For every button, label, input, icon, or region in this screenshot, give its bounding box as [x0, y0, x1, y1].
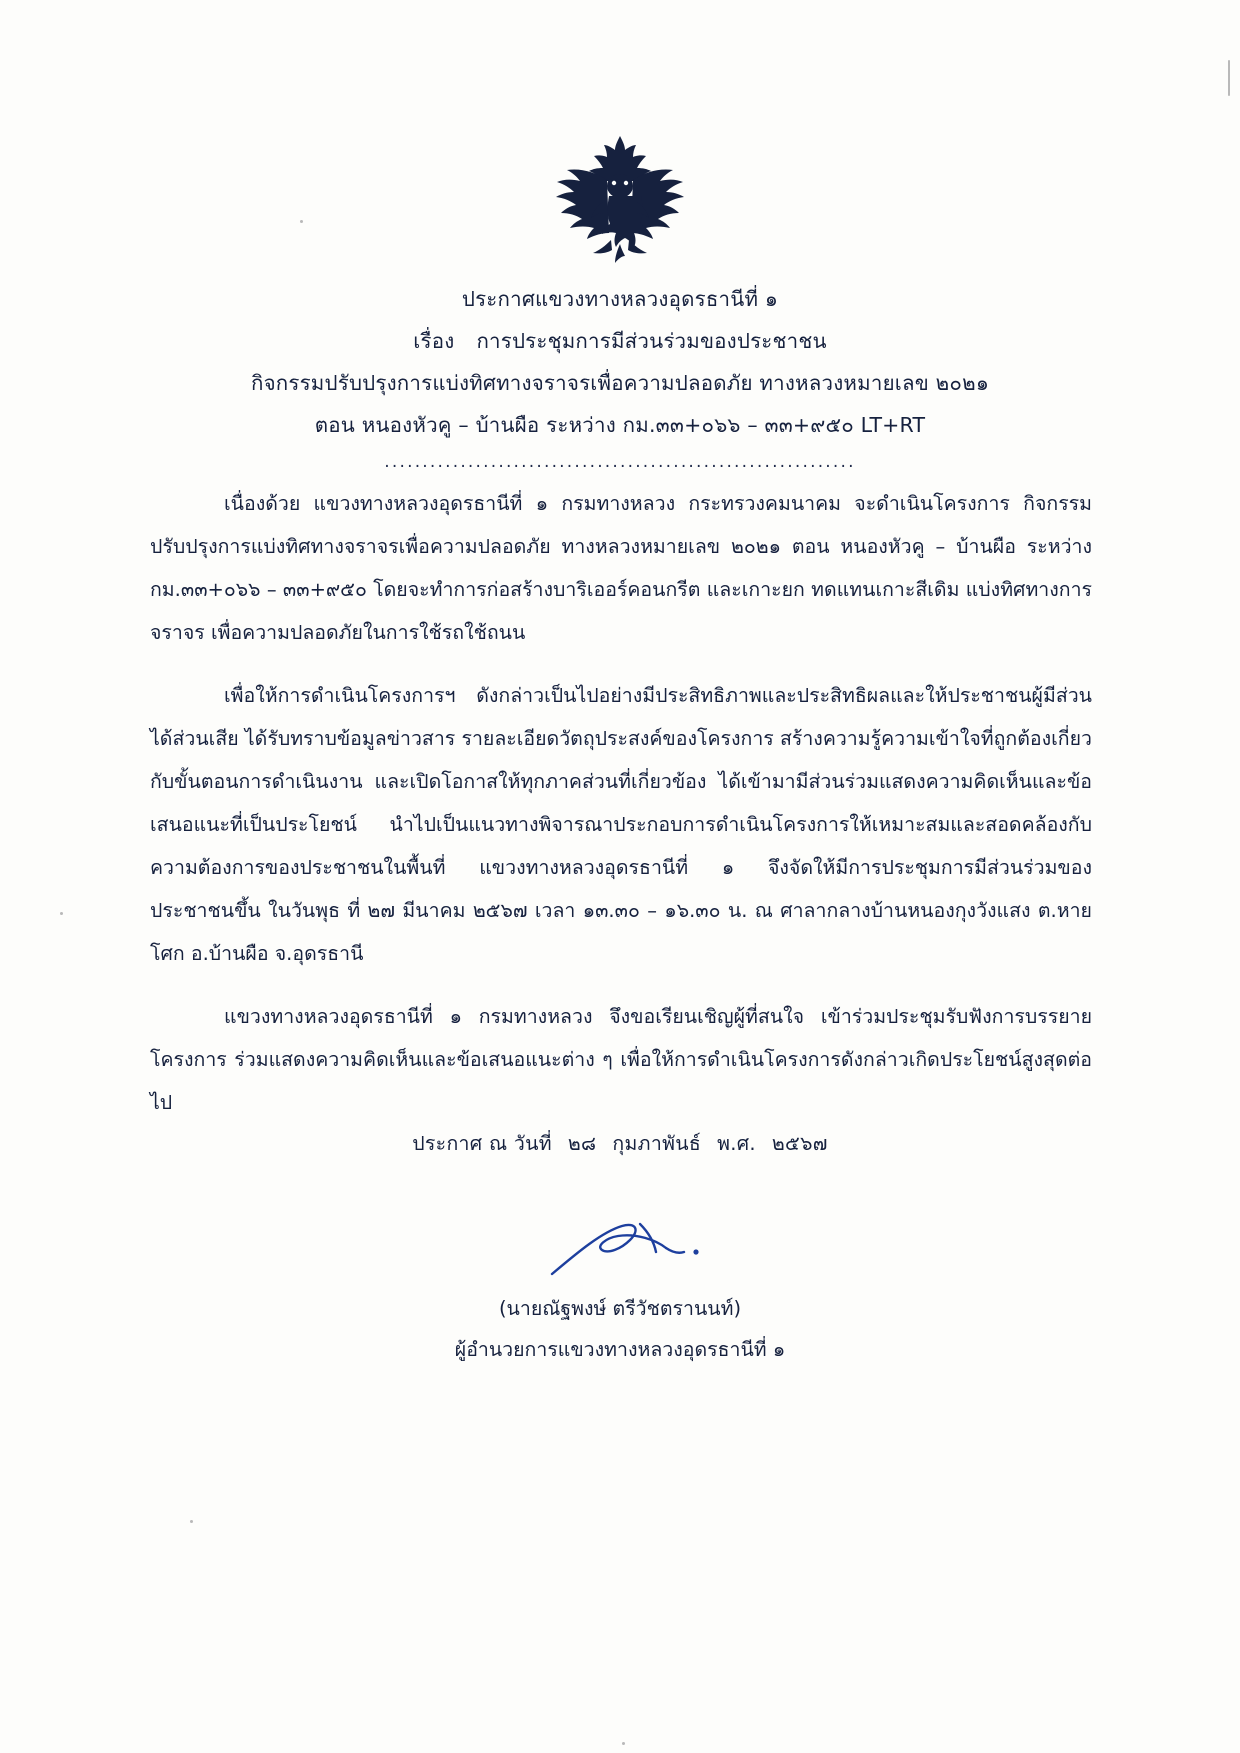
garuda-emblem: [545, 128, 695, 268]
announcement-date-day: ๒๘: [567, 1132, 597, 1155]
handwritten-signature: [490, 1212, 750, 1292]
scan-speckle: [190, 1520, 193, 1523]
header-subject-line: [0, 320, 1240, 362]
paragraph-1: เนื่องด้วย แขวงทางหลวงอุดรธานีที่ ๑ กรมทางหลวง กระทรวงคมนาคม จะดำเนินโครงการ กิจกรรมปรับปรุงการแบ่งทิศทางจราจรเพื่อความปลอดภัย ทางหลวงหมายเลข ๒๐๒๑ ตอน หนองหัวคู – บ้านผือ ระหว่าง กม.๓๓+๐๖๖ – ๓๓+๙๕๐ โดยจะทำการก่อสร้างบาริเออร์คอนกรีต และเกาะยก ทดแทนเกาะสีเดิม แบ่งทิศทางการจราจร เพื่อความปลอดภัยในการใช้รถใช้ถนน: [150, 492, 1092, 644]
signer-block: [0, 1288, 1240, 1370]
emblem-container: [0, 128, 1240, 268]
announcement-date-year: ๒๕๖๗: [771, 1132, 828, 1155]
header-section: ตอน หนองหัวคู – บ้านผือ ระหว่าง กม.๓๓+๐๖๖ – ๓๓+๙๕๐ LT+RT: [314, 413, 926, 437]
announcement-date: [0, 1128, 1240, 1159]
document-body: [150, 482, 1092, 1124]
announcement-date-prefix: ประกาศ ณ วันที่: [412, 1132, 552, 1155]
signer-name: (นายณัฐพงษ์ ตรีวัชตรานนท์): [498, 1297, 742, 1320]
header-subject-label: เรื่อง: [413, 329, 455, 353]
header-title: ประกาศแขวงทางหลวงอุดรธานีที่ ๑: [461, 287, 779, 311]
header-subject-value: การประชุมการมีส่วนร่วมของประชาชน: [476, 329, 827, 353]
document-header: [0, 278, 1240, 446]
header-activity: กิจกรรมปรับปรุงการแบ่งทิศทางจราจรเพื่อความปลอดภัย ทางหลวงหมายเลข ๒๐๒๑: [250, 371, 990, 395]
scan-speckle: [60, 912, 63, 915]
separator-dots: ..............................................................: [384, 452, 856, 472]
scan-edge-mark: [1228, 60, 1230, 96]
announcement-date-year-prefix: พ.ศ.: [717, 1132, 756, 1155]
paragraph-3: แขวงทางหลวงอุดรธานีที่ ๑ กรมทางหลวง จึงขอเรียนเชิญผู้ที่สนใจ เข้าร่วมประชุมรับฟังการบรรยายโครงการ ร่วมแสดงความคิดเห็นและข้อเสนอแนะต่าง ๆ เพื่อให้การดำเนินโครงการดังกล่าวเกิดประโยชน์สูงสุดต่อไป: [150, 1005, 1092, 1114]
announcement-date-month: กุมภาพันธ์: [612, 1132, 702, 1155]
scan-speckle: [622, 1742, 625, 1745]
paragraph-2: เพื่อให้การดำเนินโครงการฯ ดังกล่าวเป็นไปอย่างมีประสิทธิภาพและประสิทธิผลและให้ประชาชนผู้มีส่วนได้ส่วนเสีย ได้รับทราบข้อมูลข่าวสาร รายละเอียดวัตถุประสงค์ของโครงการ สร้างความรู้ความเข้าใจที่ถูกต้องเกี่ยวกับขั้นตอนการดำเนินงาน และเปิดโอกาสให้ทุกภาคส่วนที่เกี่ยวข้อง ได้เข้ามามีส่วนร่วมแสดงความคิดเห็นและข้อเสนอแนะที่เป็นประโยชน์ นำไปเป็นแนวทางพิจารณาประกอบการดำเนินโครงการให้เหมาะสมและสอดคล้องกับความต้องการของประชาชนในพื้นที่ แขวงทางหลวงอุดรธานีที่ ๑ จึงจัดให้มีการประชุมการมีส่วนร่วมของประชาชนขึ้น ในวันพุธ ที่ ๒๗ มีนาคม ๒๕๖๗ เวลา ๑๓.๓๐ – ๑๖.๓๐ น. ณ ศาลากลางบ้านหนองกุงวังแสง ต.หายโศก อ.บ้านผือ จ.อุดรธานี: [150, 684, 1092, 965]
signer-position: ผู้อำนวยการแขวงทางหลวงอุดรธานีที่ ๑: [454, 1338, 786, 1361]
